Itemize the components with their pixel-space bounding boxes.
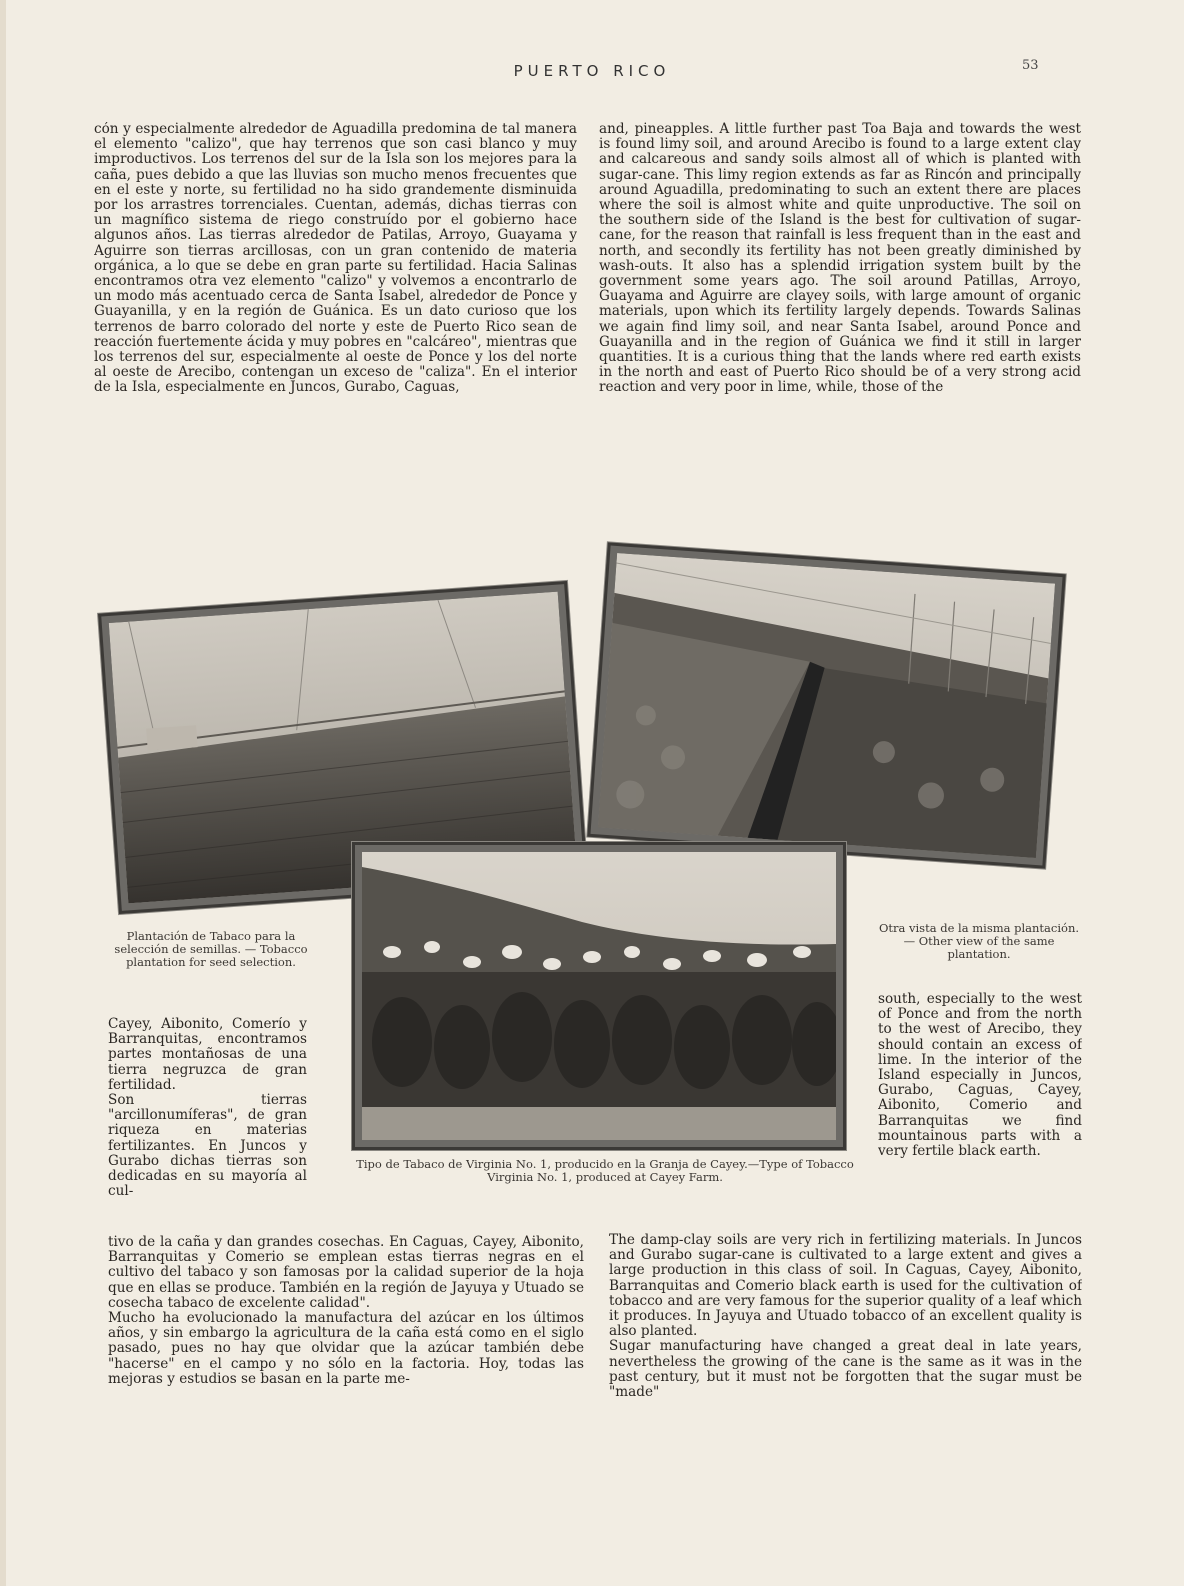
caption-virginia-tobacco: Tipo de Tabaco de Virginia No. 1, producido en la Granja de Cayey.—Type of Tobacco Virginia No. 1, produced at Cayey Farm. <box>356 1157 854 1184</box>
page-number: 53 <box>1022 58 1039 73</box>
left-column-narrow-text: Cayey, Aibonito, Comerío y Barranquitas, encontramos partes montañosas de una tierra negruzca de gran fertilidad. Son tierras "arcillonumíferas", de gran riqueza en materias fertilizantes. En Juncos y Gurabo dichas tierras son dedicadas en su mayoría al cul- <box>108 1017 307 1200</box>
left-column-bottom-text: tivo de la caña y dan grandes cosechas. En Caguas, Cayey, Aibonito, Barranquitas y Comerio se emplean estas tierras negras en el cultivo del tabaco y son famosas por la calidad superior de la hoja que en ellas se produce. También en la región de Jayuya y Utuado se cosecha tabaco de excelente calidad". Mucho ha evolucionado la manufactura del azúcar en los últimos años, y sin embargo la agricultura de la caña está como en el siglo pasado, pues no hay que olvidar que la azúcar también debe "hacerse" en el campo y no sólo en la factoria. Hoy, todas las mejoras y estudios se basan en la parte me- <box>108 1235 584 1387</box>
page-header-title: PUERTO RICO <box>513 62 671 80</box>
photo-virginia-tobacco <box>352 842 846 1150</box>
caption-seedbed-plantation: Plantación de Tabaco para la selección de semillas. — Tobacco plantation for seed selection. <box>114 929 308 969</box>
left-column-top-text: cón y especialmente alrededor de Aguadilla predomina de tal manera el elemento "calizo", que hay terrenos que son casi blanco y muy improductivos. Los terrenos del sur de la Isla son los mejores para la caña, pues debido a que las lluvias son mucho menos frecuentes que en el este y norte, su fertilidad no ha sido grandemente disminuida por los arrastres torrenciales. Cuentan, además, dichas tierras con un magnífico sistema de riego construído por el gobierno hace algunos años. Las tierras alrededor de Patilas, Arroyo, Guayama y Aguirre son tierras arcillosas, con un gran contenido de materia orgánica, a lo que se debe en gran parte su fertilidad. Hacia Salinas encontramos otra vez elemento "calizo" y volvemos a encontrarlo de un modo más acentuado cerca de Santa Isabel, alrededor de Ponce y Guayanilla, y en la región de Guánica. Es un dato curioso que los terrenos de barro colorado del norte y este de Puerto Rico sean de reacción fuertemente ácida y muy pobres en "calcáreo", mientras que los terrenos del sur, especialmente al oeste de Ponce y los del norte al oeste de Arecibo, contengan un exceso de "caliza". En el interior de la Isla, especialmente en Juncos, Gurabo, Caguas, <box>94 122 577 396</box>
plantation-rows-photo-image <box>598 553 1055 858</box>
page-edge <box>0 0 6 1586</box>
virginia-tobacco-photo-image <box>362 852 836 1140</box>
right-column-bottom-text: The damp-clay soils are very rich in fertilizing materials. In Juncos and Gurabo sugar-cane is cultivated to a large extent and gives a large production in this class of soil. In Caguas, Cayey, Aibonito, Barranquitas and Comerio black earth is used for the cultivation of tobacco and are very famous for the superior quality of a leaf which it produces. In Jayuya and Utuado tobacco of an excellent quality is also planted. Sugar manufacturing have changed a great deal in late years, nevertheless the growing of the cane is the same as it was in the past century, but it must not be forgotten that the sugar must be "made" <box>609 1233 1082 1401</box>
photo-plantation-rows <box>587 542 1065 868</box>
right-column-top-text: and, pineapples. A little further past Toa Baja and towards the west is found limy soil, and around Arecibo is found to a large extent clay and calcareous and sandy soils almost all of which is planted with sugar-cane. This limy region extends as far as Rincón and principally around Aguadilla, predominating to such an extent there are places where the soil is almost white and quite unproductive. The soil on the southern side of the Island is the best for cultivation of sugar-cane, for the reason that rainfall is less frequent than in the east and north, and secondly its fertility has not been greatly diminished by wash-outs. It also has a splendid irrigation system built by the government some years ago. The soil around Patillas, Arroyo, Guayama and Aguirre are clayey soils, with large amount of organic materials, upon which its fertility largely depends. Towards Salinas we again find limy soil, and near Santa Isabel, around Ponce and Guayanilla and in the region of Guánica we find it still in larger quantities. It is a curious thing that the lands where red earth exists in the north and east of Puerto Rico should be of a very strong acid reaction and very poor in lime, while, those of the <box>599 122 1081 396</box>
caption-other-view: Otra vista de la misma plantación. — Other view of the same plantation. <box>878 921 1080 961</box>
right-column-narrow-text: south, especially to the west of Ponce and from the north to the west of Arecibo, they should contain an excess of lime. In the interior of the Island especially in Juncos, Gurabo, Caguas, Cayey, Aibonito, Comerio and Barranquitas we find mountainous parts with a very fertile black earth. <box>878 992 1082 1160</box>
